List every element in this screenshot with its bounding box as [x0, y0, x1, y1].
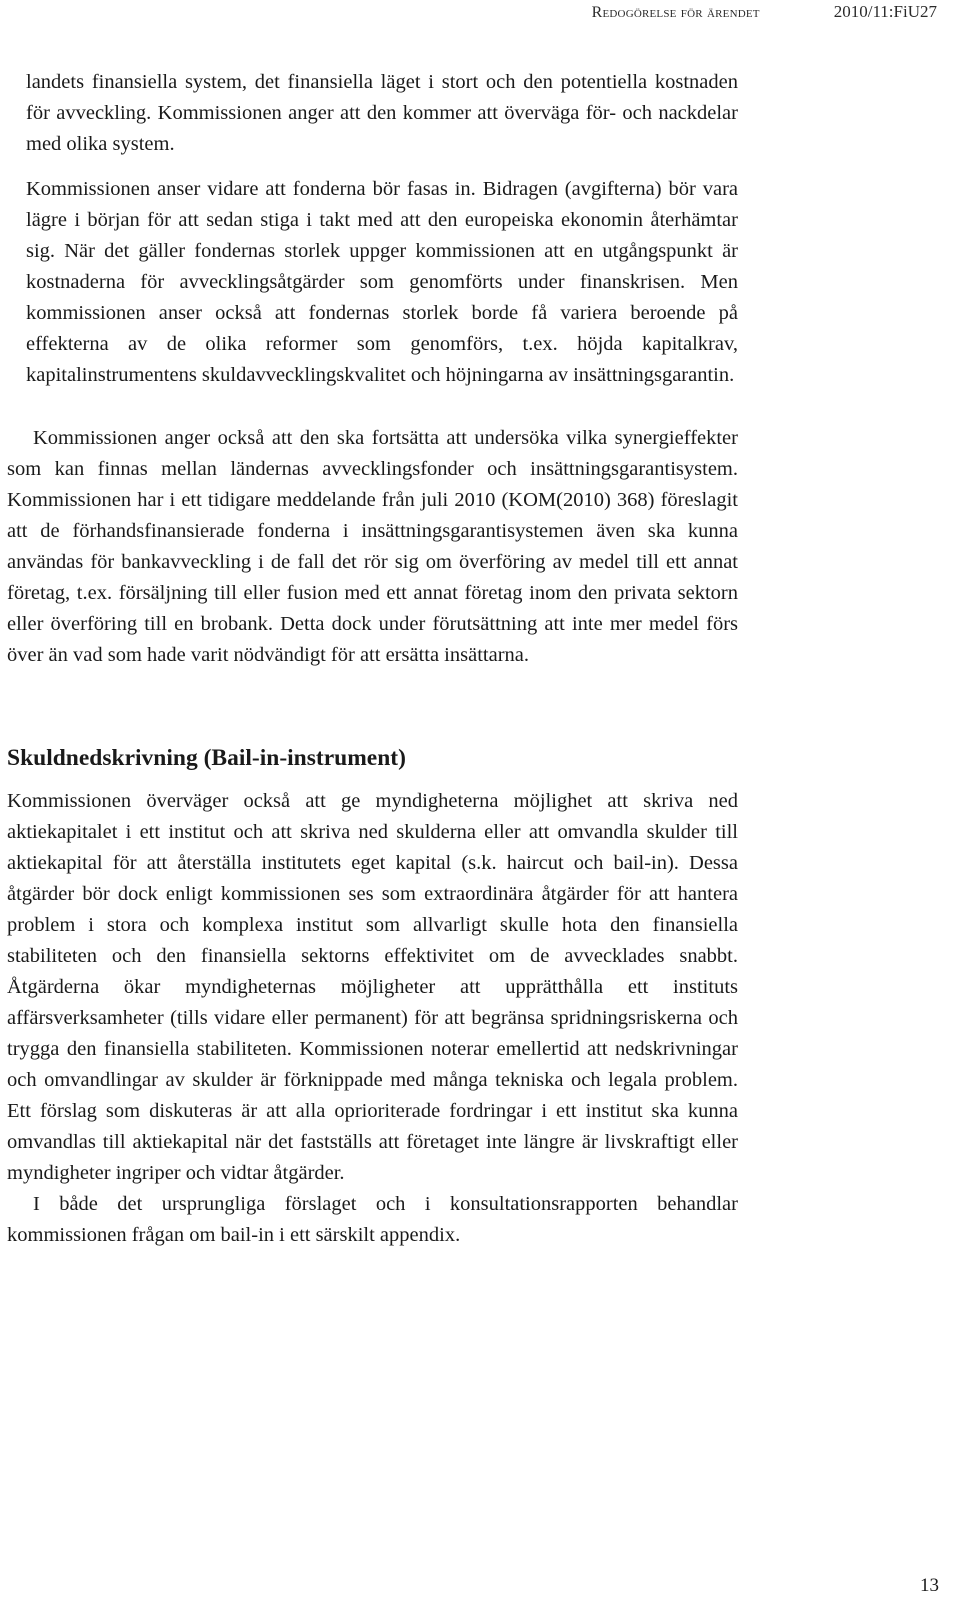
paragraph-continued [26, 67, 738, 160]
paragraph-1: landets finansiella system, det finansiella läget i stort och den potentiella kostnaden för avveckling. Kommissionen anger att den kommer att överväga för- och nackdelar med olika system. [26, 71, 738, 155]
running-header [592, 2, 937, 22]
paragraph-block-synergies [7, 423, 738, 671]
paragraph-3: Kommissionen anger också att den ska fortsätta att undersöka vilka synergieffekter som kan finnas mellan ländernas avvecklingsfonder och insättningsgarantisystem. Kommissionen har i ett tidigare meddelande från juli 2010 (KOM(2010) 368) föreslagit att de förhandsfinansierade fonderna i insättningsgarantisystemen även ska kunna användas för bankavveckling i de fall det rör sig om överföring av medel till ett annat företag, t.ex. försäljning till eller fusion med ett annat företag inom den privata sektorn eller överföring till en brobank. Detta dock under förutsättning att inte mer medel förs över än vad som hade varit nödvändigt för att ersätta insättarna. [7, 427, 738, 666]
paragraph-block-bail-in [7, 786, 738, 1251]
paragraph-5: I både det ursprungliga förslaget och i konsultationsrapporten behandlar kommissionen frågan om bail-in i ett särskilt appendix. [7, 1193, 738, 1246]
paragraph-4: Kommissionen överväger också att ge myndigheterna möjlighet att skriva ned aktiekapitalet i ett institut och att skriva ned skulderna eller att omvandla skulder till aktiekapital för att återställa institutets eget kapital (s.k. haircut och bail-in). Dessa åtgärder bör dock enligt kommissionen ses som extraordinära åtgärder för att hantera problem i stora och komplexa institut som allvarligt skulle hota den finansiella stabiliteten och den finansiella sektorns effektivitet om de avvecklades snabbt. Åtgärderna ökar myndigheternas möjligheter att upprätthålla ett instituts affärsverksamheter (tills vidare eller permanent) för att begränsa spridningsriskerna och trygga den finansiella stabiliteten. Kommissionen noterar emellertid att nedskrivningar och omvandlingar av skulder är förknippade med många tekniska och legala problem. Ett förslag som diskuteras är att alla oprioriterade fordringar i ett institut ska kunna omvandlas till aktiekapital när det fastställs att företaget inte längre är livskraftigt eller myndigheter ingriper och vidtar åtgärder. [7, 790, 738, 1184]
page-number: 13 [920, 1575, 939, 1596]
paragraph-block-funds [26, 174, 738, 391]
section-heading: Skuldnedskrivning (Bail-in-instrument) [7, 745, 406, 771]
paragraph-2: Kommissionen anser vidare att fonderna bör fasas in. Bidragen (avgifterna) bör vara lägre i början för att sedan stiga i takt med att den europeiska ekonomin återhämtar sig. När det gäller fondernas storlek uppger kommissionen att en utgångspunkt är kostnaderna för avvecklingsåtgärder som genomförts under finanskrisen. Men kommissionen anser också att fondernas storlek borde få variera beroende på effekterna av de olika reformer som genomförs, t.ex. höjda kapitalkrav, kapitalinstrumentens skuldavvecklingskvalitet och höjningarna av insättningsgarantin. [26, 178, 738, 386]
document-section-title: Redogörelse för ärendet [591, 4, 760, 21]
document-reference: 2010/11:FiU27 [833, 2, 937, 21]
